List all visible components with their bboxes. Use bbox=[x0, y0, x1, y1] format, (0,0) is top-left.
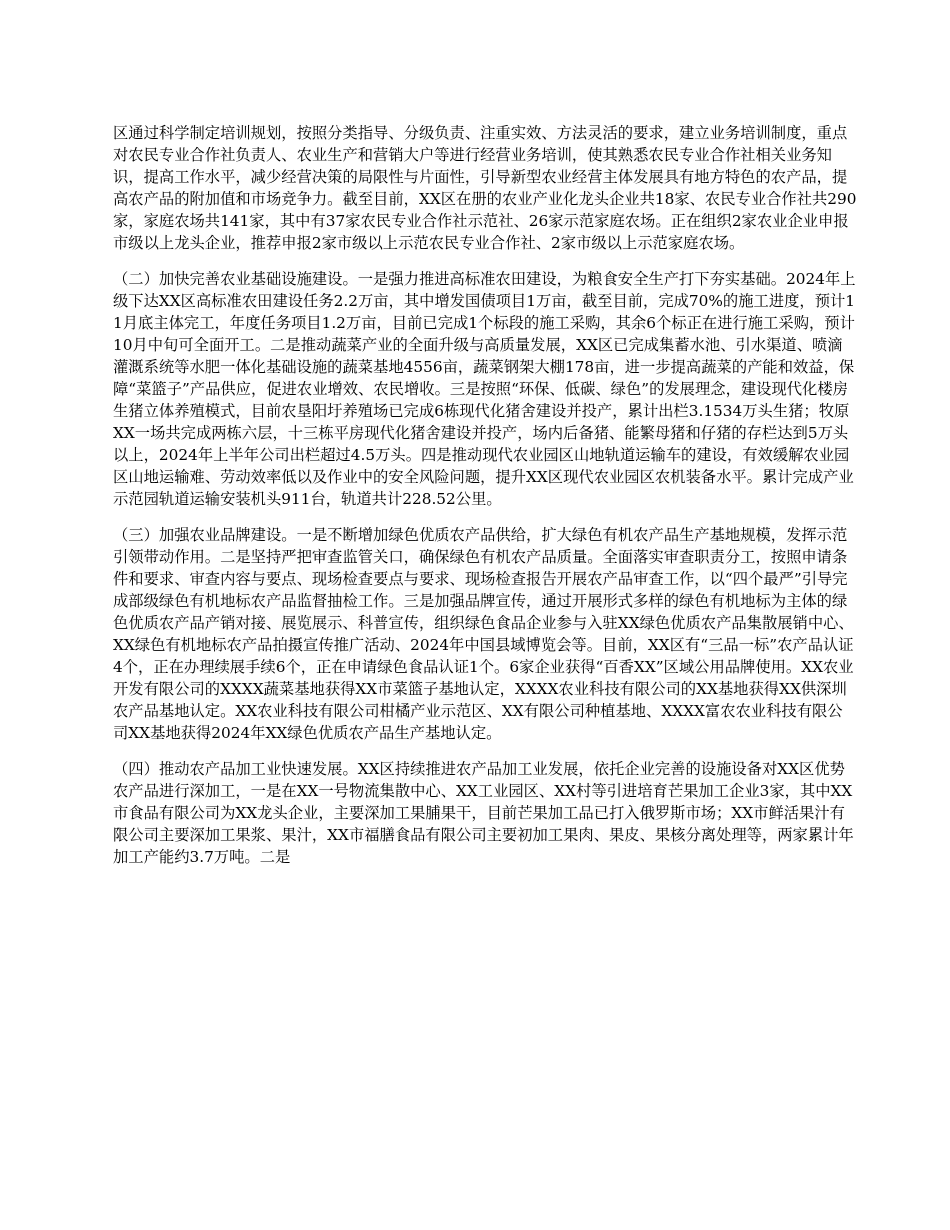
paragraph-brand-building: （三）加强农业品牌建设。一是不断增加绿色优质农产品供给，扩大绿色有机农产品生产基地规模，发挥示范引领带动作用。二是坚持严把审查监管关口，确保绿色有机农产品质量。全面落实审查职责分工，按照申请条件和要求、审查内容与要点、现场检查要点与要求、现场检查报告开展农产品审查工作，以“四个最严”引导完成部级绿色有机地标农产品监督抽检工作。三是加强品牌宣传，通过开展形式多样的绿色有机地标为主体的绿色优质农产品产销对接、展览展示、科普宣传，组织绿色食品企业参与入驻XX绿色优质农产品集散展销中心、XX绿色有机地标农产品拍摄宣传推广活动、2024年中国县域博览会等。目前，XX区有“三品一标”农产品认证4个，正在办理续展手续6个，正在申请绿色食品认证1个。6家企业获得“百香XX”区域公用品牌使用。XX农业开发有限公司的XXXX蔬菜基地获得XX市菜篮子基地认定，XXXX农业科技有限公司的XX基地获得XX供深圳农产品基地认定。XX农业科技有限公司柑橘产业示范区、XX有限公司种植基地、XXXX富农农业科技有限公司XX基地获得2024年XX绿色优质农产品生产基地认定。 bbox=[113, 526, 854, 742]
document-body bbox=[113, 122, 857, 868]
paragraph-training-plan: 区通过科学制定培训规划，按照分类指导、分级负责、注重实效、方法灵活的要求，建立业务培训制度，重点对农民专业合作社负责人、农业生产和营销大户等进行经营业务培训，使其熟悉农民专业合作社相关业务知识，提高工作水平，减少经营决策的局限性与片面性，引导新型农业经营主体发展具有地方特色的农产品，提高农产品的附加值和市场竞争力。截至目前，XX区在册的农业产业化龙头企业共18家、农民专业合作社共290家，家庭农场共141家，其中有37家农民专业合作社示范社、26家示范家庭农场。正在组织2家农业企业申报市级以上龙头企业，推荐申报2家市级以上示范农民专业合作社、2家市级以上示范家庭农场。 bbox=[113, 124, 857, 252]
paragraph-infrastructure: （二）加快完善农业基础设施建设。一是强力推进高标准农田建设，为粮食安全生产打下夯实基础。2024年上级下达XX区高标准农田建设任务2.2万亩，其中增发国债项目1万亩，截至目前，完成70%的施工进度，预计11月底主体完工，年度任务项目1.2万亩，目前已完成1个标段的施工采购，其余6个标正在进行施工采购，预计10月中旬可全面开工。二是推动蔬菜产业的全面升级与高质量发展，XX区已完成集蓄水池、引水渠道、喷滴灌溉系统等水肥一体化基础设施的蔬菜基地4556亩，蔬菜钢架大棚178亩，进一步提高蔬菜的产能和效益，保障“菜篮子”产品供应，促进农业增效、农民增收。三是按照“环保、低碳、绿色”的发展理念，建设现代化楼房生猪立体养殖模式，目前农垦阳圩养殖场已完成6栋现代化猪舍建设并投产，累计出栏3.1534万头生猪；牧原XX一场共完成两栋六层，十三栋平房现代化猪舍建设并投产，场内后备猪、能繁母猪和仔猪的存栏达到5万头以上，2024年上半年公司出栏超过4.5万头。四是推动现代农业园区山地轨道运输车的建设，有效缓解农业园区山地运输难、劳动效率低以及作业中的安全风险问题，提升XX区现代农业园区农机装备水平。累计完成产业示范园轨道运输安装机头911台，轨道共计228.52公里。 bbox=[113, 270, 856, 508]
paragraph-processing-industry: （四）推动农产品加工业快速发展。XX区持续推进农产品加工业发展，依托企业完善的设施设备对XX区优势农产品进行深加工，一是在XX一号物流集散中心、XX工业园区、XX村等引进培育芒果加工企业3家，其中XX市食品有限公司为XX龙头企业，主要深加工果脯果干，目前芒果加工品已打入俄罗斯市场；XX市鲜活果汁有限公司主要深加工果浆、果汁，XX市福膳食品有限公司主要初加工果肉、果皮、果核分离处理等，两家累计年加工产能约3.7万吨。二是 bbox=[113, 760, 854, 866]
